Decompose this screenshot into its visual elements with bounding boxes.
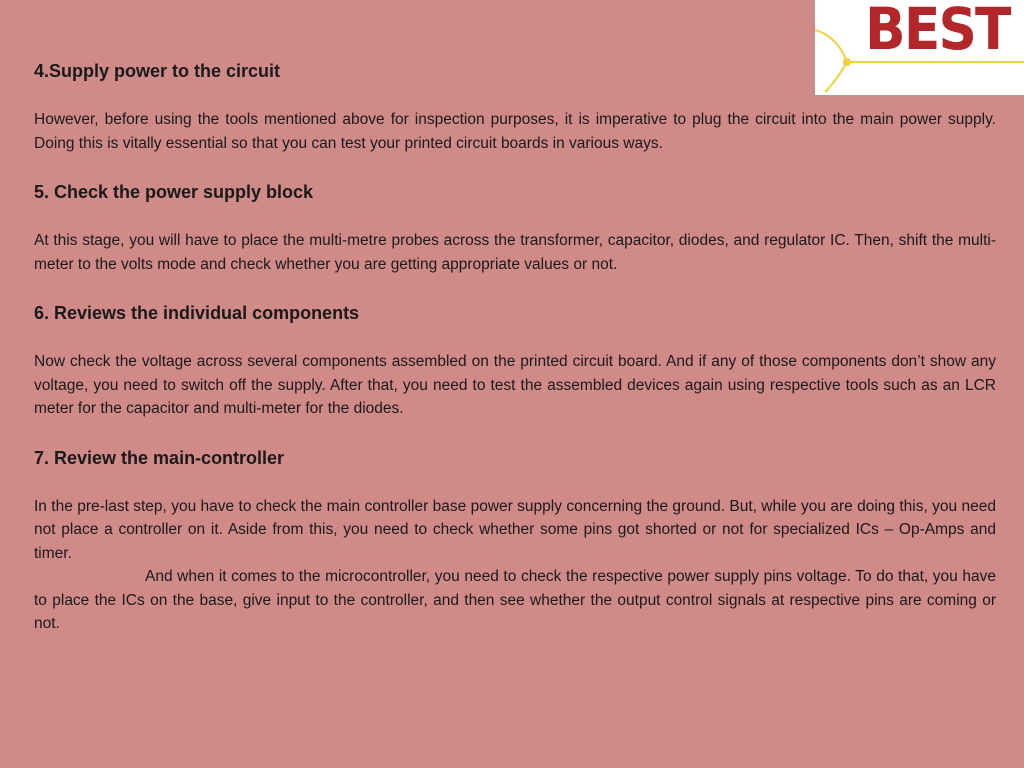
section-paragraph: However, before using the tools mentioned above for inspection purposes, it is imperative to plug the circuit into the main power supply. Doing this is vitally essential so that you can test your printed circuit boards in various ways.: [34, 111, 996, 152]
section-4: [34, 58, 996, 179]
section-heading: 4.Supply power to the circuit: [34, 61, 281, 81]
logo-text: BEST: [865, 0, 1010, 63]
section-paragraph-indented: [34, 565, 996, 636]
section-7: [34, 445, 996, 636]
indented-text: And when it comes to the microcontroller, you need to check the respective power supply pins voltage. To do that, you have to place the ICs on the base, give input to the controller, and then see whether the output control signals at respective pins are coming or not.: [34, 568, 996, 632]
section-5: [34, 179, 996, 300]
section-heading: 5. Check the power supply block: [34, 182, 314, 202]
section-heading: 7. Review the main-controller: [34, 447, 285, 468]
section-paragraph: At this stage, you will have to place the multi-metre probes across the transformer, capacitor, diodes, and regulator IC. Then, shift the multi-meter to the volts mode and check whether you are getting appropriate values or not.: [34, 232, 996, 273]
document-body: [34, 58, 996, 636]
section-paragraph: In the pre-last step, you have to check the main controller base power supply concerning the ground. But, while you are doing this, you need not place a controller on it. Aside from this, you need to check whether some pins got shorted or not for specialized ICs – Op-Amps and timer.: [34, 497, 996, 562]
section-6: [34, 300, 996, 445]
section-paragraph: Now check the voltage across several components assembled on the printed circuit board. And if any of those components don’t show any voltage, you need to switch off the supply. After that, you need to test the assembled devices again using respective tools such as an LCR meter for the capacitor and multi-meter for the diodes.: [34, 353, 996, 417]
section-heading: 6. Reviews the individual components: [34, 303, 360, 323]
